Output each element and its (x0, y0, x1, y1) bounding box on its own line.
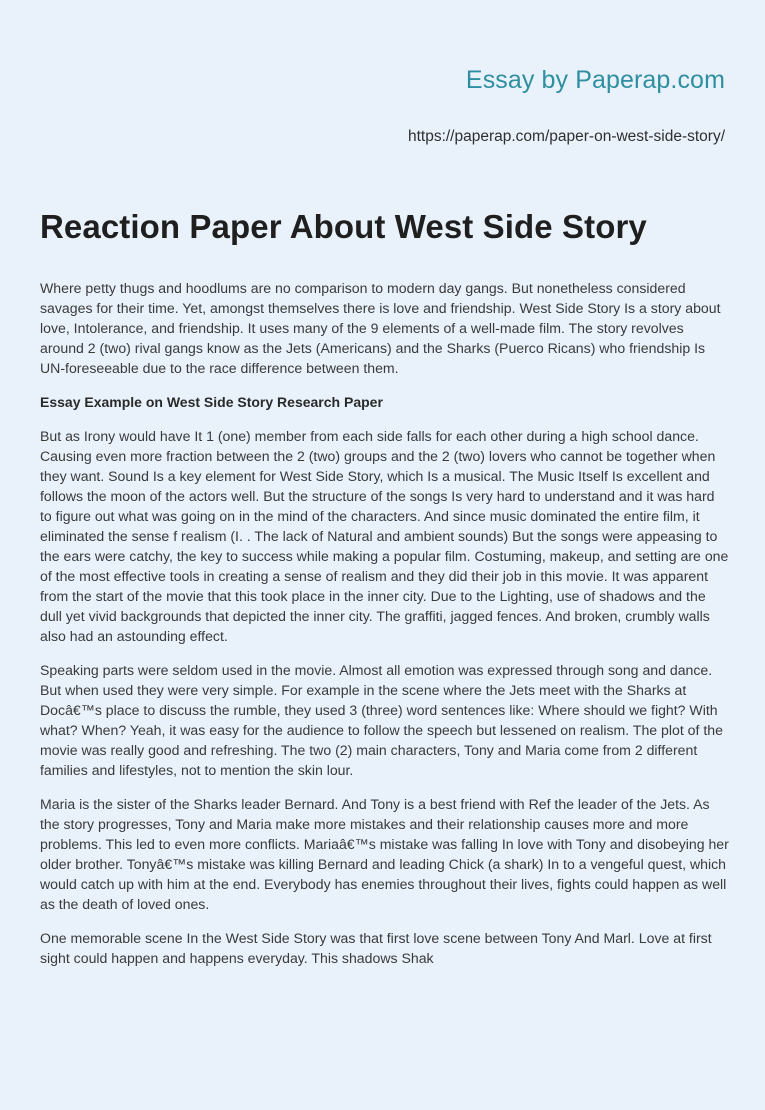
essay-example-subheading: Essay Example on West Side Story Research Paper (40, 394, 383, 410)
page-url-link[interactable]: https://paperap.com/paper-on-west-side-story/ (407, 128, 725, 145)
page-title: Reaction Paper About West Side Story (40, 208, 647, 245)
article-body (40, 278, 730, 982)
paragraph-3: Speaking parts were seldom used in the movie. Almost all emotion was expressed through song and dance. But when used they were very simple. For example in the scene where the Jets meet with the Sharks at Docâ€™s place to discuss the rumble, they used 3 (three) word sentences like: Where should we fight? With what? When? Yeah, it was easy for the audience to follow the speech but lessened on realism. The plot of the movie was really good and refreshing. The two (2) main characters, Tony and Maria come from 2 different families and lifestyles, not to mention the skin lour. (40, 662, 723, 778)
paragraph-4: Maria is the sister of the Sharks leader Bernard. And Tony is a best friend with Ref the leader of the Jets. As the story progresses, Tony and Maria make more mistakes and their relationship causes more and more problems. This led to even more conflicts. Mariaâ€™s mistake was falling In love with Tony and disobeying her older brother. Tonyâ€™s mistake was killing Bernard and leading Chick (a shark) In to a vengeful quest, which would catch up with him at the end. Everybody has enemies throughout their lives, fights could happen as well as the death of loved ones. (40, 796, 729, 912)
paragraph-2: But as Irony would have It 1 (one) member from each side falls for each other during a high school dance. Causing even more fraction between the 2 (two) groups and the 2 (two) lovers who cannot be together when they want. Sound Is a key element for West Side Story, which Is a musical. The Music Itself Is excellent and follows the moon of the actors well. But the structure of the songs Is very hard to understand and it was hard to figure out what was going on in the mind of the characters. And since music dominated the entire film, it eliminated the sense f realism (I. . The lack of Natural and ambient sounds) But the songs were appeasing to the ears were catchy, the key to success while making a popular film. Costuming, makeup, and setting are one of the most effective tools in creating a sense of realism and they did their job in this movie. It was apparent from the start of the movie that this took place in the inner city. Due to the Lighting, use of shadows and the dull yet vivid backgrounds that depicted the inner city. The graffiti, jagged fences. And broken, crumbly walls also had an astounding effect. (40, 428, 729, 644)
paragraph-5: One memorable scene In the West Side Story was that first love scene between Tony And Marl. Love at first sight could happen and happens everyday. This shadows Shak (40, 930, 712, 966)
site-brand-link[interactable]: Essay by Paperap.com (465, 66, 725, 94)
paragraph-1: Where petty thugs and hoodlums are no comparison to modern day gangs. But nonetheless considered savages for their time. Yet, amongst themselves there is love and friendship. West Side Story Is a story about love, Intolerance, and friendship. It uses many of the 9 elements of a well-made film. The story revolves around 2 (two) rival gangs know as the Jets (Americans) and the Sharks (Puerco Ricans) who friendship Is UN-foreseeable due to the race difference between them. (40, 280, 721, 376)
